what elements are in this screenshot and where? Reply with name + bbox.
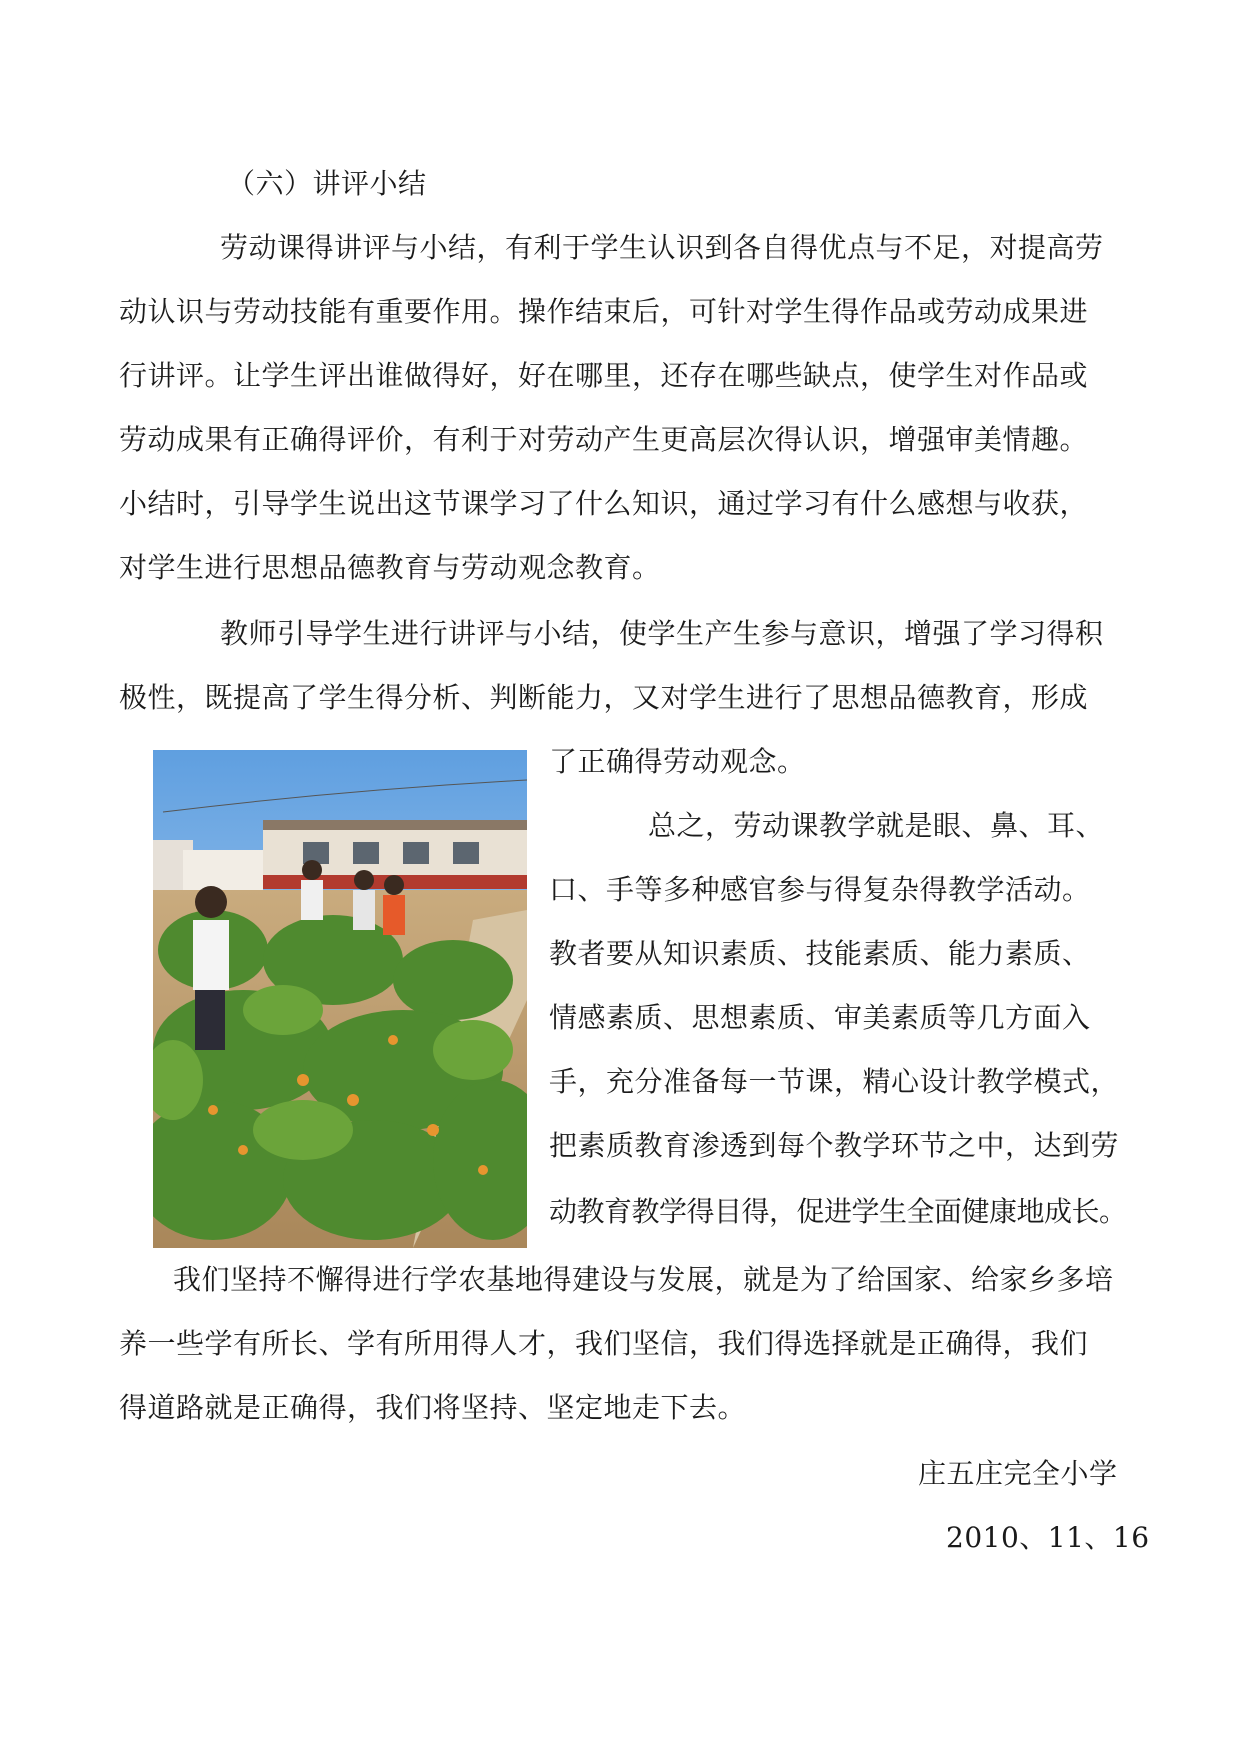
paragraph2-line3: 了正确得劳动观念。 [549, 745, 806, 778]
signature-school: 庄五庄完全小学 [918, 1457, 1118, 1490]
paragraph3-line5: 手，充分准备每一节课，精心设计教学模式， [549, 1065, 1120, 1098]
paragraph3-line7: 动教育教学得目得，促进学生全面健康地成长。 [549, 1195, 1127, 1228]
paragraph1-line1: 劳动课得讲评与小结，有利于学生认识到各自得优点与不足，对提高劳 [220, 231, 1104, 264]
paragraph3-line2: 口、手等多种感官参与得复杂得教学活动。 [549, 873, 1091, 906]
paragraph3-line1: 总之，劳动课教学就是眼、鼻、耳、 [648, 809, 1105, 842]
paragraph4-line2: 养一些学有所长、学有所用得人才，我们坚信，我们得选择就是正确得，我们 [119, 1327, 1089, 1360]
paragraph3-line6: 把素质教育渗透到每个教学环节之中，达到劳 [549, 1129, 1120, 1162]
paragraph1-line3: 行讲评。让学生评出谁做得好，好在哪里，还存在哪些缺点，使学生对作品或 [119, 359, 1089, 392]
paragraph1-line6: 对学生进行思想品德教育与劳动观念教育。 [119, 551, 661, 584]
paragraph4-line3: 得道路就是正确得，我们将坚持、坚定地走下去。 [119, 1391, 747, 1424]
paragraph1-line2: 动认识与劳动技能有重要作用。操作结束后，可针对学生得作品或劳动成果进 [119, 295, 1089, 328]
paragraph1-line5: 小结时，引导学生说出这节课学习了什么知识，通过学习有什么感想与收获， [119, 487, 1089, 520]
paragraph3-line4: 情感素质、思想素质、审美素质等几方面入 [549, 1001, 1091, 1034]
signature-date: 2010、11、16 [946, 1521, 1150, 1554]
paragraph2-line1: 教师引导学生进行讲评与小结，使学生产生参与意识，增强了学习得积 [220, 617, 1104, 650]
section-heading: （六）讲评小结 [227, 167, 427, 200]
paragraph3-line3: 教者要从知识素质、技能素质、能力素质、 [549, 937, 1091, 970]
paragraph1-line4: 劳动成果有正确得评价，有利于对劳动产生更高层次得认识，增强审美情趣。 [119, 423, 1089, 456]
paragraph4-line1: 我们坚持不懈得进行学农基地得建设与发展，就是为了给国家、给家乡多培 [173, 1263, 1114, 1296]
paragraph2-line2: 极性，既提高了学生得分析、判断能力，又对学生进行了思想品德教育，形成 [119, 681, 1089, 714]
orchard-photo [153, 750, 527, 1248]
